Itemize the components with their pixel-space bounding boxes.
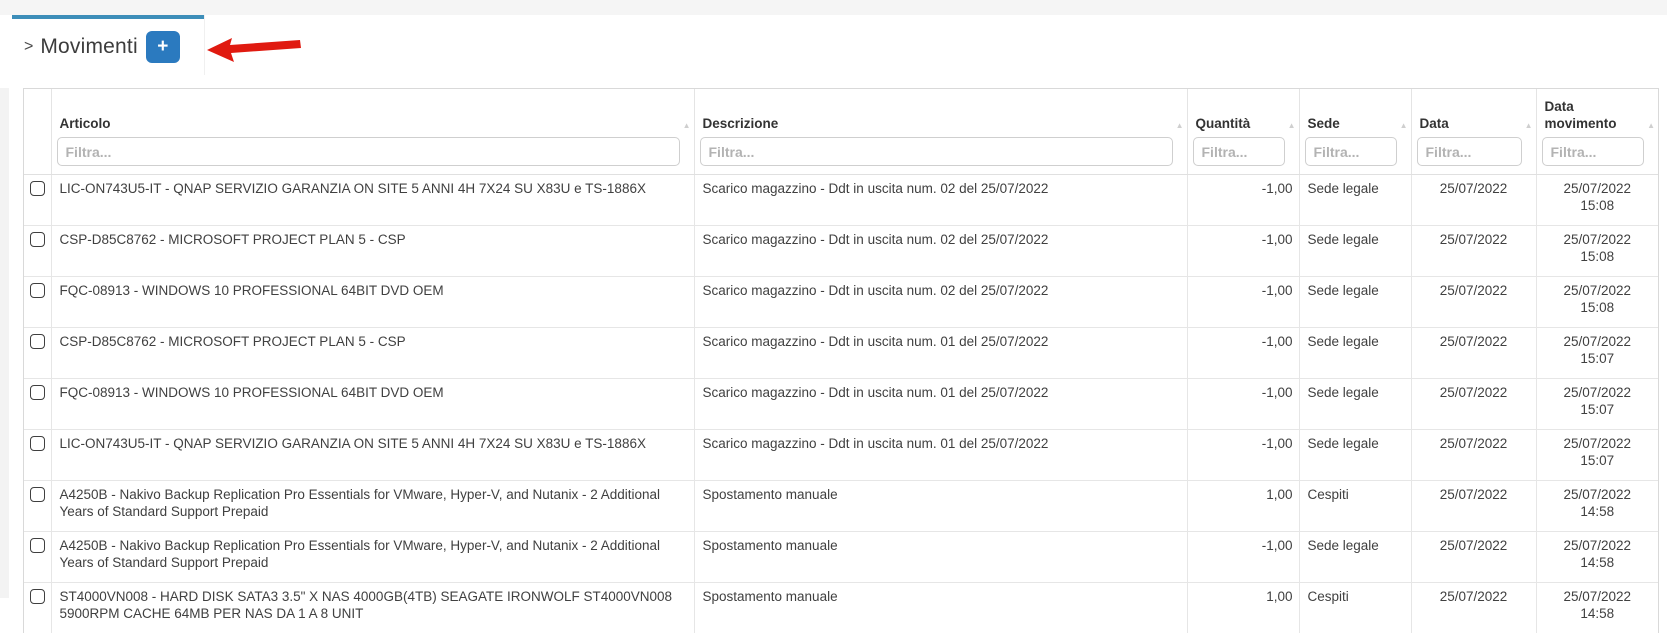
row-select-cell (24, 583, 51, 633)
row-checkbox[interactable] (30, 232, 45, 247)
table-row (24, 328, 1658, 379)
movimento-date: 25/07/2022 (1545, 588, 1651, 605)
row-checkbox[interactable] (30, 181, 45, 196)
cell-articolo: A4250B - Nakivo Backup Replication Pro Essentials for VMware, Hyper-V, and Nutanix - 2 Additional Years of Standard Support Prepaid (51, 532, 694, 583)
column-header-sede[interactable] (1299, 89, 1411, 175)
movimento-time: 14:58 (1545, 554, 1651, 571)
movimento-date: 25/07/2022 (1545, 231, 1651, 248)
sort-icon[interactable]: ▲ (1525, 122, 1533, 130)
movements-table (23, 88, 1659, 633)
movimento-time: 14:58 (1545, 503, 1651, 520)
movimento-date: 25/07/2022 (1545, 486, 1651, 503)
cell-articolo: FQC-08913 - WINDOWS 10 PROFESSIONAL 64BIT DVD OEM (51, 277, 694, 328)
cell-data: 25/07/2022 (1411, 481, 1536, 532)
row-select-cell (24, 532, 51, 583)
sort-icon[interactable]: ▲ (1288, 122, 1296, 130)
cell-sede: Sede legale (1299, 175, 1411, 226)
cell-data: 25/07/2022 (1411, 379, 1536, 430)
tab-body (12, 19, 204, 75)
movimento-date: 25/07/2022 (1545, 384, 1651, 401)
cell-articolo: LIC-ON743U5-IT - QNAP SERVIZIO GARANZIA ON SITE 5 ANNI 4H 7X24 SU X83U e TS-1886X (51, 175, 694, 226)
row-checkbox[interactable] (30, 436, 45, 451)
cell-descrizione: Scarico magazzino - Ddt in uscita num. 01 del 25/07/2022 (694, 430, 1187, 481)
row-select-cell (24, 430, 51, 481)
filter-input-data-movimento[interactable] (1542, 137, 1645, 166)
cell-data: 25/07/2022 (1411, 226, 1536, 277)
movimento-date: 25/07/2022 (1545, 537, 1651, 554)
red-arrow-annotation (204, 34, 304, 64)
cell-sede: Sede legale (1299, 277, 1411, 328)
sort-icon[interactable]: ▲ (683, 122, 691, 130)
movimento-date: 25/07/2022 (1545, 435, 1651, 452)
filter-input-quantita[interactable] (1193, 137, 1285, 166)
cell-data: 25/07/2022 (1411, 532, 1536, 583)
cell-descrizione: Scarico magazzino - Ddt in uscita num. 01 del 25/07/2022 (694, 379, 1187, 430)
page-top-strip (0, 0, 1667, 15)
cell-quantita: -1,00 (1187, 532, 1299, 583)
cell-data: 25/07/2022 (1411, 430, 1536, 481)
cell-data: 25/07/2022 (1411, 175, 1536, 226)
collapse-chevron-icon[interactable]: > (24, 38, 33, 56)
table-row (24, 226, 1658, 277)
cell-descrizione: Scarico magazzino - Ddt in uscita num. 02 del 25/07/2022 (694, 175, 1187, 226)
movimento-time: 15:07 (1545, 452, 1651, 469)
table-row (24, 532, 1658, 583)
cell-articolo: ST4000VN008 - HARD DISK SATA3 3.5" X NAS 4000GB(4TB) SEAGATE IRONWOLF ST4000VN008 5900RPM CACHE 64MB PER NAS DA 1 A 8 UNIT (51, 583, 694, 633)
cell-data-movimento (1536, 532, 1658, 583)
row-checkbox[interactable] (30, 334, 45, 349)
cell-sede: Sede legale (1299, 430, 1411, 481)
cell-articolo: CSP-D85C8762 - MICROSOFT PROJECT PLAN 5 - CSP (51, 328, 694, 379)
cell-sede: Sede legale (1299, 532, 1411, 583)
movimenti-tab (12, 15, 205, 75)
cell-articolo: LIC-ON743U5-IT - QNAP SERVIZIO GARANZIA ON SITE 5 ANNI 4H 7X24 SU X83U e TS-1886X (51, 430, 694, 481)
cell-data: 25/07/2022 (1411, 583, 1536, 633)
filter-input-descrizione[interactable] (700, 137, 1173, 166)
cell-descrizione: Spostamento manuale (694, 481, 1187, 532)
plus-icon: + (157, 32, 168, 62)
page-left-gutter (0, 75, 9, 598)
cell-descrizione: Scarico magazzino - Ddt in uscita num. 02 del 25/07/2022 (694, 277, 1187, 328)
table-row (24, 379, 1658, 430)
cell-sede: Cespiti (1299, 481, 1411, 532)
cell-quantita: -1,00 (1187, 175, 1299, 226)
cell-data-movimento (1536, 277, 1658, 328)
movimento-time: 14:58 (1545, 605, 1651, 622)
cell-descrizione: Scarico magazzino - Ddt in uscita num. 02 del 25/07/2022 (694, 226, 1187, 277)
movimento-time: 15:07 (1545, 350, 1651, 367)
cell-descrizione: Spostamento manuale (694, 583, 1187, 633)
movimento-time: 15:08 (1545, 248, 1651, 265)
column-label: Descrizione (700, 115, 1173, 132)
filter-input-articolo[interactable] (57, 137, 680, 166)
row-checkbox[interactable] (30, 487, 45, 502)
filter-input-sede[interactable] (1305, 137, 1397, 166)
cell-articolo: FQC-08913 - WINDOWS 10 PROFESSIONAL 64BIT DVD OEM (51, 379, 694, 430)
movimento-date: 25/07/2022 (1545, 333, 1651, 350)
table-header-row (24, 89, 1658, 175)
add-movement-button[interactable] (146, 31, 180, 63)
cell-data-movimento (1536, 379, 1658, 430)
cell-quantita: -1,00 (1187, 226, 1299, 277)
column-label: Data (1417, 115, 1522, 132)
column-header-descrizione[interactable] (694, 89, 1187, 175)
cell-articolo: A4250B - Nakivo Backup Replication Pro Essentials for VMware, Hyper-V, and Nutanix - 2 Additional Years of Standard Support Prepaid (51, 481, 694, 532)
cell-sede: Cespiti (1299, 583, 1411, 633)
cell-sede: Sede legale (1299, 379, 1411, 430)
cell-data-movimento (1536, 226, 1658, 277)
movimento-time: 15:08 (1545, 197, 1651, 214)
cell-quantita: -1,00 (1187, 430, 1299, 481)
sort-icon[interactable]: ▲ (1400, 122, 1408, 130)
column-header-data[interactable] (1411, 89, 1536, 175)
cell-data-movimento (1536, 583, 1658, 633)
cell-data-movimento (1536, 175, 1658, 226)
column-label: Quantità (1193, 115, 1285, 132)
select-column-header (24, 89, 51, 175)
sort-icon[interactable]: ▲ (1176, 122, 1184, 130)
table-row (24, 175, 1658, 226)
cell-quantita: -1,00 (1187, 379, 1299, 430)
cell-descrizione: Scarico magazzino - Ddt in uscita num. 01 del 25/07/2022 (694, 328, 1187, 379)
row-checkbox[interactable] (30, 283, 45, 298)
row-checkbox[interactable] (30, 385, 45, 400)
table-row (24, 277, 1658, 328)
cell-quantita: 1,00 (1187, 481, 1299, 532)
cell-quantita: -1,00 (1187, 277, 1299, 328)
table-row (24, 481, 1658, 532)
column-header-articolo[interactable] (51, 89, 694, 175)
cell-data-movimento (1536, 430, 1658, 481)
row-select-cell (24, 226, 51, 277)
movimento-time: 15:07 (1545, 401, 1651, 418)
row-select-cell (24, 328, 51, 379)
cell-quantita: 1,00 (1187, 583, 1299, 633)
column-label: Articolo (57, 115, 680, 132)
page-title: Movimenti (40, 35, 138, 59)
cell-sede: Sede legale (1299, 226, 1411, 277)
row-checkbox[interactable] (30, 589, 45, 604)
movimento-date: 25/07/2022 (1545, 282, 1651, 299)
filter-input-data[interactable] (1417, 137, 1522, 166)
section-header (0, 15, 1667, 88)
cell-sede: Sede legale (1299, 328, 1411, 379)
movimento-time: 15:08 (1545, 299, 1651, 316)
cell-data-movimento (1536, 328, 1658, 379)
table-row (24, 583, 1658, 633)
cell-descrizione: Spostamento manuale (694, 532, 1187, 583)
cell-quantita: -1,00 (1187, 328, 1299, 379)
column-header-data-movimento[interactable] (1536, 89, 1658, 175)
column-label: Sede (1305, 115, 1397, 132)
cell-data: 25/07/2022 (1411, 328, 1536, 379)
movimento-date: 25/07/2022 (1545, 180, 1651, 197)
table-row (24, 430, 1658, 481)
row-select-cell (24, 277, 51, 328)
cell-data: 25/07/2022 (1411, 277, 1536, 328)
row-select-cell (24, 175, 51, 226)
sort-icon[interactable]: ▲ (1647, 122, 1655, 130)
row-select-cell (24, 481, 51, 532)
row-checkbox[interactable] (30, 538, 45, 553)
column-label: Data movimento (1542, 98, 1645, 132)
cell-articolo: CSP-D85C8762 - MICROSOFT PROJECT PLAN 5 - CSP (51, 226, 694, 277)
cell-data-movimento (1536, 481, 1658, 532)
row-select-cell (24, 379, 51, 430)
column-header-quantita[interactable] (1187, 89, 1299, 175)
